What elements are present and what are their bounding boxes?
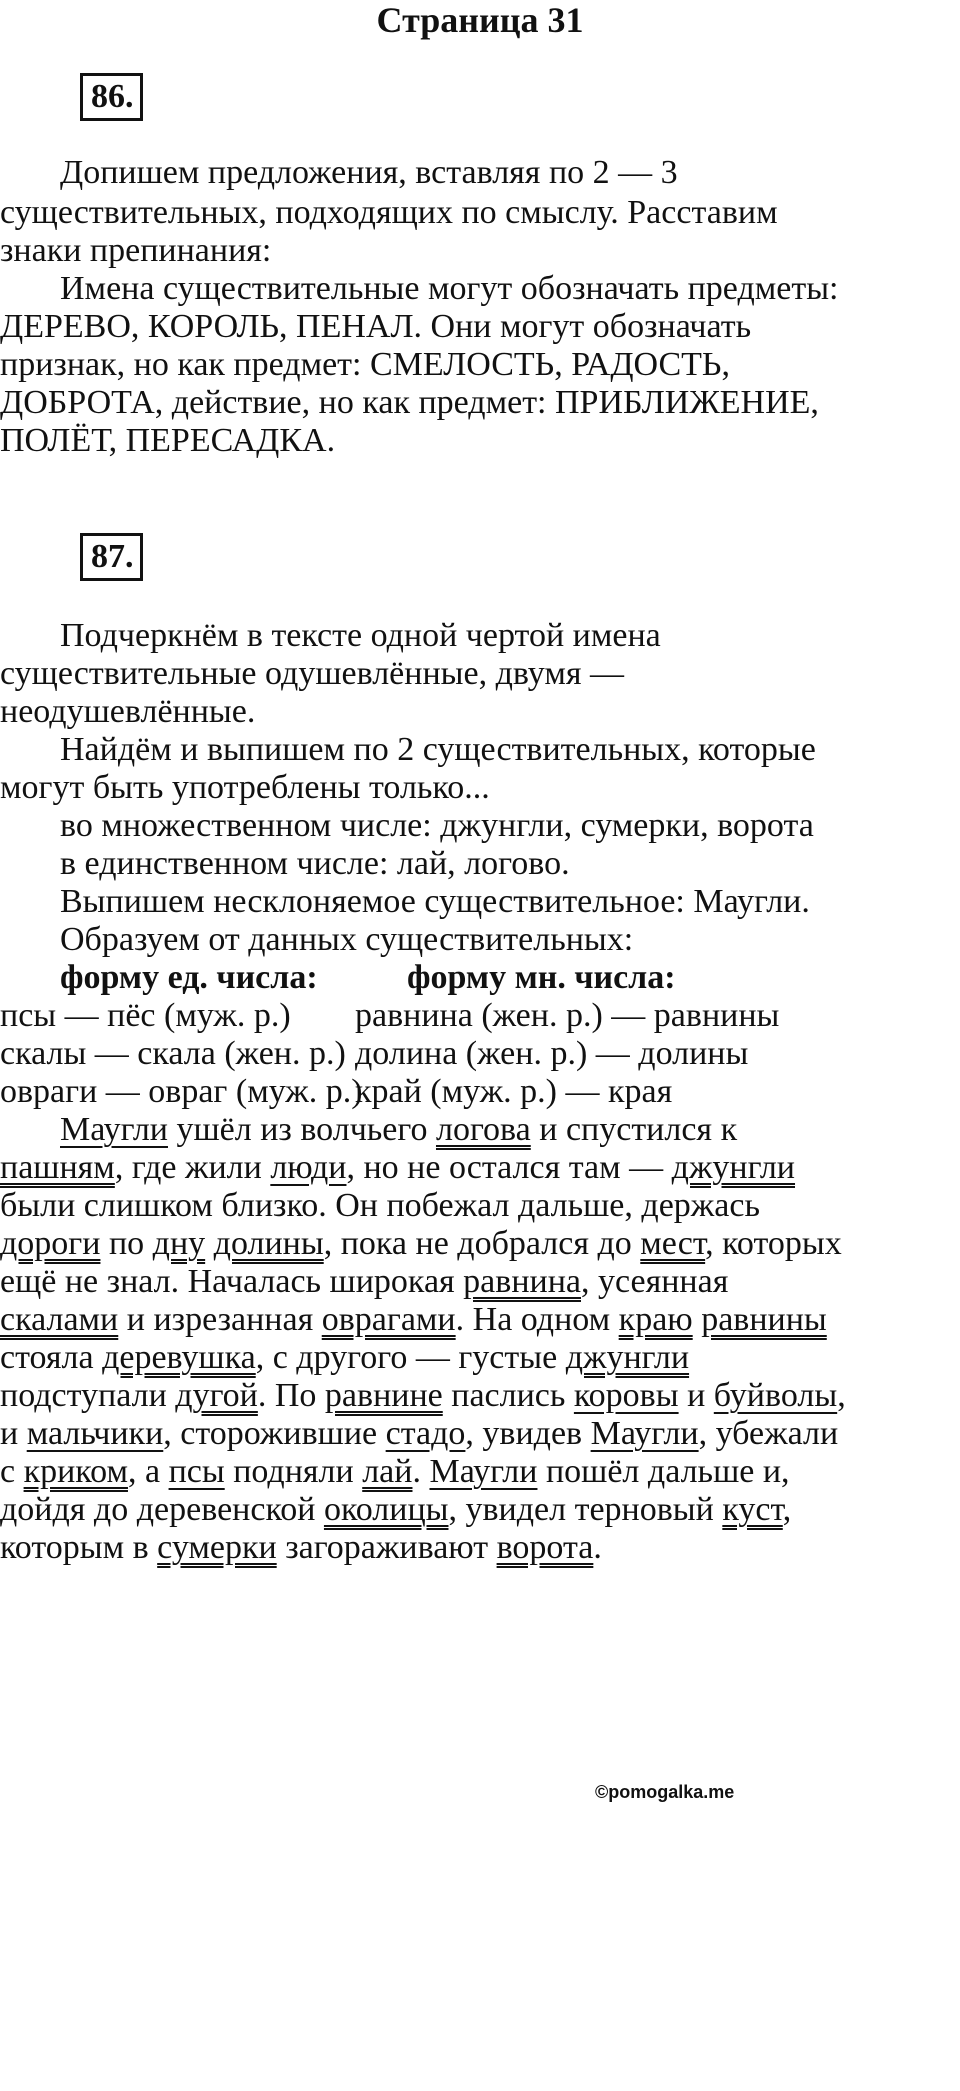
- ex87-line: Образуем от данных существительных:: [60, 921, 634, 958]
- left-column-item: псы — пёс (муж. р.): [0, 997, 291, 1034]
- ex87-line: существительные одушевлённые, двумя —: [0, 655, 624, 692]
- story-text-segment: , пока не добрался до: [323, 1225, 641, 1262]
- right-column-header: форму мн. числа:: [407, 959, 676, 996]
- story-text-segment: дойдя до деревенской: [0, 1491, 324, 1528]
- ex87-line: неодушевлённые.: [0, 693, 256, 730]
- story-text-segment: и изрезанная: [118, 1301, 322, 1338]
- inanimate-noun: равнины: [701, 1301, 827, 1338]
- inanimate-noun: дороги: [0, 1225, 101, 1262]
- inanimate-noun: долины: [213, 1225, 324, 1262]
- animate-noun: мальчики: [26, 1415, 164, 1452]
- ex87-line: могут быть употреблены только...: [0, 769, 490, 806]
- inanimate-noun: дну: [152, 1225, 206, 1262]
- story-text-segment: пошёл дальше и,: [537, 1453, 790, 1490]
- right-column-item: равнина (жен. р.) — равнины: [355, 997, 780, 1034]
- animate-noun: стадо: [385, 1415, 466, 1452]
- animate-noun: Маугли: [590, 1415, 699, 1452]
- animate-noun: Маугли: [429, 1453, 538, 1490]
- story-text-segment: .: [593, 1529, 602, 1566]
- inanimate-noun: равнина: [463, 1263, 581, 1300]
- ex87-line: Подчеркнём в тексте одной чертой имена: [60, 617, 661, 654]
- inanimate-noun: джунгли: [671, 1149, 796, 1186]
- story-text-segment: , убежали: [698, 1415, 839, 1452]
- watermark: ©pomogalka.me: [595, 1782, 735, 1802]
- ex87-line: Найдём и выпишем по 2 существительных, которые: [60, 731, 816, 768]
- story-text-segment: , усеянная: [581, 1263, 729, 1300]
- ex86-line: существительных, подходящих по смыслу. Расставим: [0, 194, 778, 231]
- left-column-item: скалы — скала (жен. р.): [0, 1035, 346, 1072]
- right-column-item: край (муж. р.) — края: [355, 1073, 673, 1110]
- inanimate-noun: куст: [722, 1491, 783, 1528]
- inanimate-noun: оврагами: [321, 1301, 456, 1338]
- story-line: [0, 1523, 960, 1573]
- story-text-segment: .: [412, 1453, 430, 1490]
- ex86-line: признак, но как предмет: СМЕЛОСТЬ, РАДОСТЬ,: [0, 346, 730, 383]
- right-column-item: долина (жен. р.) — долины: [355, 1035, 749, 1072]
- inanimate-noun: краю: [618, 1301, 693, 1338]
- inanimate-noun: равнине: [324, 1377, 443, 1414]
- story-text-segment: , увидел терновый: [448, 1491, 723, 1528]
- page-title: Страница 31: [376, 0, 584, 40]
- inanimate-noun: дугой: [175, 1377, 258, 1414]
- story-text-segment: ,: [782, 1491, 792, 1528]
- inanimate-noun: мест: [640, 1225, 706, 1262]
- ex86-line: ДЕРЕВО, КОРОЛЬ, ПЕНАЛ. Они могут обозначать: [0, 308, 752, 345]
- story-text-segment: подступали: [0, 1377, 176, 1414]
- story-text-segment: ,: [837, 1377, 846, 1414]
- left-column-item: овраги — овраг (муж. р.): [0, 1073, 363, 1110]
- story-text-segment: , с другого — густые: [255, 1339, 566, 1376]
- inanimate-noun: криком: [23, 1453, 128, 1490]
- animate-noun: буйволы: [713, 1377, 838, 1414]
- story-text-segment: и: [678, 1377, 714, 1414]
- story-text-segment: стояла: [0, 1339, 103, 1376]
- inanimate-noun: джунгли: [565, 1339, 690, 1376]
- ex86-line: Имена существительные могут обозначать предметы:: [60, 270, 839, 307]
- ex87-line: во множественном числе: джунгли, сумерки, ворота: [60, 807, 814, 844]
- inanimate-noun: деревушка: [102, 1339, 256, 1376]
- ex87-line: в единственном числе: лай, логово.: [60, 845, 570, 882]
- story-text-segment: и спустился к: [530, 1111, 738, 1148]
- ex86-line: ДОБРОТА, действие, но как предмет: ПРИБЛИЖЕНИЕ,: [0, 384, 819, 421]
- exercise-87-number: 87.: [80, 533, 143, 581]
- inanimate-noun: лай: [362, 1453, 413, 1490]
- animate-noun: Маугли: [60, 1111, 168, 1148]
- story-text-segment: , но не остался там —: [346, 1149, 672, 1186]
- exercise-86-number: 86.: [80, 73, 143, 121]
- story-text-segment: . По: [257, 1377, 325, 1414]
- story-text-segment: , которых: [705, 1225, 842, 1262]
- story-text-segment: . На одном: [455, 1301, 619, 1338]
- ex86-line: знаки препинания:: [0, 232, 272, 269]
- animate-noun: люди: [270, 1149, 347, 1186]
- story-text-segment: , а: [127, 1453, 169, 1490]
- story-text-segment: которым в: [0, 1529, 158, 1566]
- story-text-segment: и: [0, 1415, 27, 1452]
- story-text-segment: были слишком близко. Он побежал дальше, держась: [0, 1187, 760, 1224]
- story-text-segment: подняли: [224, 1453, 363, 1490]
- inanimate-noun: сумерки: [157, 1529, 277, 1566]
- story-text-segment: ещё не знал. Началась широкая: [0, 1263, 464, 1300]
- inanimate-noun: логова: [435, 1111, 531, 1148]
- story-text-segment: , где жили: [114, 1149, 271, 1186]
- story-text-segment: паслись: [442, 1377, 574, 1414]
- ex86-line: ПОЛЁТ, ПЕРЕСАДКА.: [0, 422, 336, 459]
- story-text-segment: , увидев: [465, 1415, 591, 1452]
- ex86-line: Допишем предложения, вставляя по 2 — 3: [60, 154, 678, 191]
- animate-noun: псы: [168, 1453, 225, 1490]
- story-text-segment: , сторожившие: [163, 1415, 386, 1452]
- story-text-segment: с: [0, 1453, 24, 1490]
- animate-noun: коровы: [573, 1377, 679, 1414]
- inanimate-noun: ворота: [496, 1529, 594, 1566]
- inanimate-noun: околицы: [323, 1491, 449, 1528]
- ex87-line: Выпишем несклоняемое существительное: Маугли.: [60, 883, 810, 920]
- left-column-header: форму ед. числа:: [60, 959, 318, 996]
- inanimate-noun: пашням: [0, 1149, 115, 1186]
- story-text-segment: загораживают: [276, 1529, 497, 1566]
- story-text-segment: по: [100, 1225, 153, 1262]
- inanimate-noun: скалами: [0, 1301, 119, 1338]
- story-text-segment: ушёл из волчьего: [167, 1111, 436, 1148]
